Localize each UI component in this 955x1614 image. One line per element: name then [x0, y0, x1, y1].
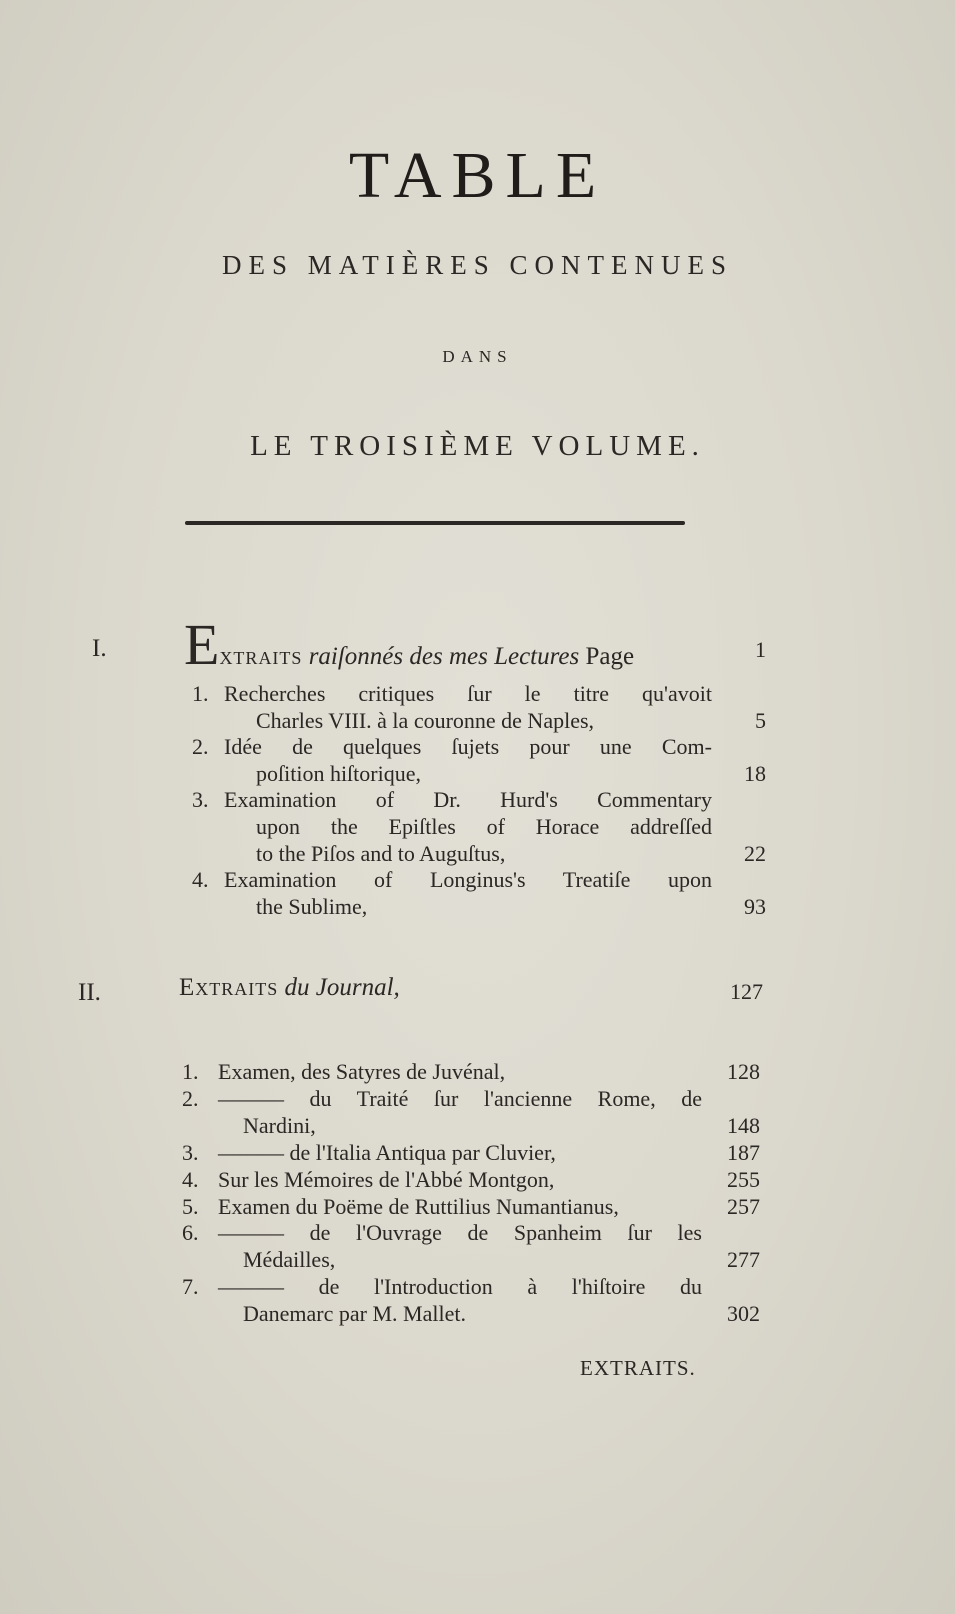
section-numeral: I.: [92, 635, 107, 662]
section-title-italic: raiſonnés des mes Lectures: [308, 643, 580, 670]
item-text-line: ——— du Traité ſur l'ancienne Rome, de: [218, 1085, 702, 1111]
item-text-line: Nardini,: [243, 1112, 316, 1138]
item-text-line: Examen du Poëme de Ruttilius Numantianus,: [218, 1193, 619, 1219]
subtitle-volume: LE TROISIÈME VOLUME.: [250, 430, 705, 462]
item-text-line: ——— de l'Introduction à l'hiſtoire du: [218, 1274, 702, 1300]
item-number: 3.: [192, 787, 209, 813]
item-number: 2.: [182, 1085, 199, 1111]
subtitle-matieres: DES MATIÈRES CONTENUES: [221, 250, 733, 280]
section-title-caps: xtraits: [219, 643, 303, 670]
page-title: TABLE: [348, 139, 607, 212]
item-text-line: Sur les Mémoires de l'Abbé Montgon,: [218, 1166, 555, 1192]
item-number: 7.: [182, 1274, 199, 1300]
item-number: 4.: [192, 867, 209, 893]
item-number: 5.: [182, 1193, 199, 1219]
item-number: 3.: [182, 1139, 199, 1165]
item-number: 1.: [182, 1059, 199, 1084]
item-text-line: ——— de l'Ouvrage de Spanheim ſur les: [218, 1220, 702, 1246]
section-page: 1: [755, 637, 766, 662]
item-text-line: Médailles,: [243, 1247, 336, 1273]
item-text-line: poſition hiſtorique,: [256, 760, 421, 786]
item-number: 1.: [192, 681, 209, 706]
item-text-line: Examination of Longinus's Treatiſe upon: [224, 867, 712, 893]
section-title-italic: du Journal,: [284, 974, 400, 1001]
item-page: 128: [727, 1059, 760, 1084]
item-text-line: Examen, des Satyres de Juvénal,: [218, 1059, 506, 1084]
subtitle-dans: DANS: [442, 347, 513, 366]
item-page: 302: [727, 1301, 760, 1327]
item-text-line: the Sublime,: [256, 893, 368, 919]
catchword: EXTRAITS.: [580, 1356, 696, 1380]
item-page: 5: [755, 707, 766, 733]
item-number: 6.: [182, 1220, 199, 1246]
item-text-line: Recherches critiques ſur le titre qu'avoit: [224, 681, 712, 706]
item-number: 2.: [192, 734, 209, 760]
section-title-caps: Extraits: [179, 974, 279, 1001]
item-page: 22: [744, 840, 766, 866]
item-page: 277: [727, 1247, 760, 1273]
item-text-line: ——— de l'Italia Antiqua par Cluvier,: [218, 1139, 556, 1165]
item-text-line: to the Piſos and to Auguſtus,: [256, 840, 506, 866]
item-text-line: Idée de quelques ſujets pour une Com-: [224, 734, 712, 760]
page-label: Page: [585, 643, 635, 670]
item-text-line: Charles VIII. à la couronne de Naples,: [256, 707, 595, 733]
section-page: 127: [730, 979, 763, 1004]
item-page: 255: [727, 1166, 760, 1192]
item-page: 93: [744, 893, 766, 919]
item-text-line: Danemarc par M. Mallet.: [243, 1301, 466, 1327]
item-page: 148: [727, 1112, 760, 1138]
section-numeral: II.: [78, 979, 101, 1006]
drop-initial: E: [184, 612, 220, 677]
item-page: 187: [727, 1139, 760, 1165]
item-text-line: Examination of Dr. Hurd's Commentary: [224, 787, 712, 813]
section-title: [184, 612, 635, 677]
divider-rule: [185, 521, 685, 525]
item-text-line: upon the Epiſtles of Horace addreſſed: [256, 814, 712, 839]
item-number: 4.: [182, 1166, 199, 1192]
item-page: 18: [744, 760, 766, 786]
section-title: [179, 968, 400, 1008]
item-page: 257: [727, 1193, 760, 1219]
